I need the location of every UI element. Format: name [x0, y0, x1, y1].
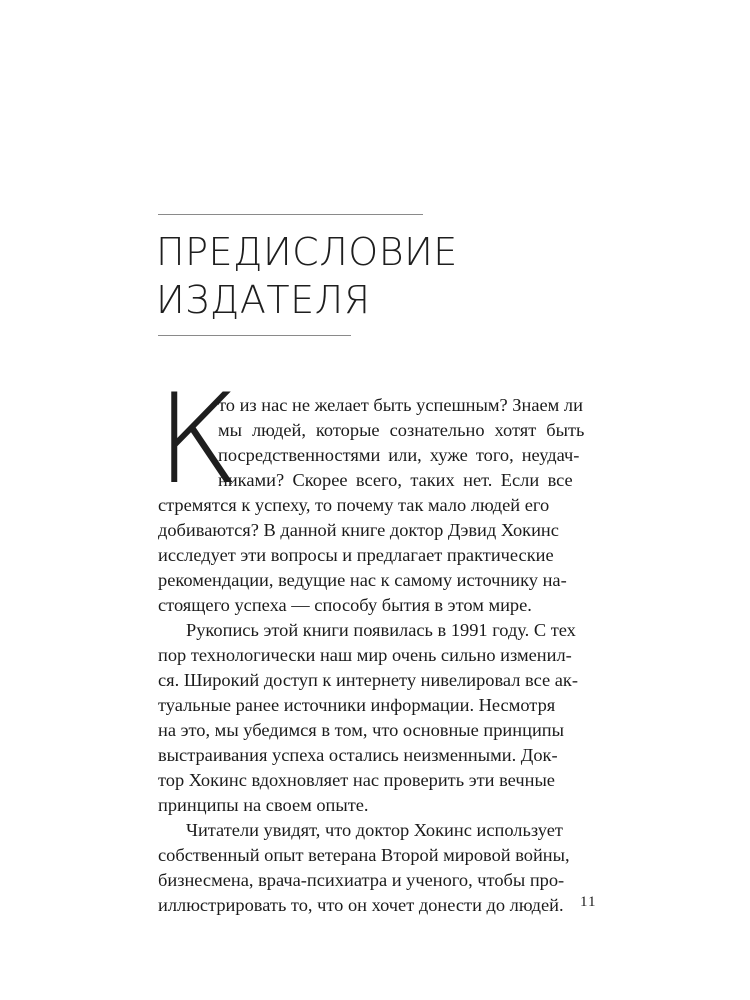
paragraph-3-line: бизнесмена, врача-психиатра и ученого, чтобы про-	[158, 870, 565, 890]
paragraph-2-line: выстраивания успеха остались неизменными. Док-	[158, 745, 558, 765]
paragraph-1-line: рекомендации, ведущие нас к самому источнику на-	[158, 570, 567, 590]
paragraph-1-line: исследует эти вопросы и предлагает практические	[158, 545, 554, 565]
paragraph-2-line: Рукопись этой книги появилась в 1991 году. С тех	[186, 620, 576, 640]
paragraph-3-line: Читатели увидят, что доктор Хокинс использует	[186, 820, 563, 840]
paragraph-2-line: тор Хокинс вдохновляет нас проверить эти вечные	[158, 770, 555, 790]
title-bottom-rule	[158, 335, 351, 336]
paragraph-1-line: никами? Скорее всего, таких нет. Если все	[218, 470, 573, 490]
chapter-title-line-2: ИЗДАТЕЛЯ	[156, 278, 371, 322]
paragraph-2-line: принципы на своем опыте.	[158, 795, 369, 815]
paragraph-3-line: собственный опыт ветерана Второй мировой войны,	[158, 845, 570, 865]
paragraph-1-line: посредственностями или, хуже того, неудач-	[218, 445, 580, 465]
drop-cap-letter: К	[156, 368, 240, 512]
paragraph-1-line: мы людей, которые сознательно хотят быть	[218, 420, 585, 440]
paragraph-1-line: то из нас не желает быть успешным? Знаем ли	[218, 395, 583, 415]
paragraph-2-line: туальные ранее источники информации. Несмотря	[158, 695, 556, 715]
paragraph-1-line: добиваются? В данной книге доктор Дэвид Хокинс	[158, 520, 559, 540]
paragraph-3-line: иллюстрировать то, что он хочет донести до людей.	[158, 895, 564, 915]
title-top-rule	[158, 214, 423, 215]
chapter-title-line-1: ПРЕДИСЛОВИЕ	[156, 230, 458, 274]
paragraph-2-line: пор технологически наш мир очень сильно изменил-	[158, 645, 572, 665]
paragraph-2-line: на это, мы убедимся в том, что основные принципы	[158, 720, 565, 740]
paragraph-1-line: стремятся к успеху, то почему так мало людей его	[158, 495, 550, 515]
chapter-title	[156, 228, 458, 324]
page-number: 11	[580, 894, 597, 910]
paragraph-1-line: стоящего успеха — способу бытия в этом мире.	[158, 595, 532, 615]
paragraph-2-line: ся. Широкий доступ к интернету нивелировал все ак-	[158, 670, 578, 690]
